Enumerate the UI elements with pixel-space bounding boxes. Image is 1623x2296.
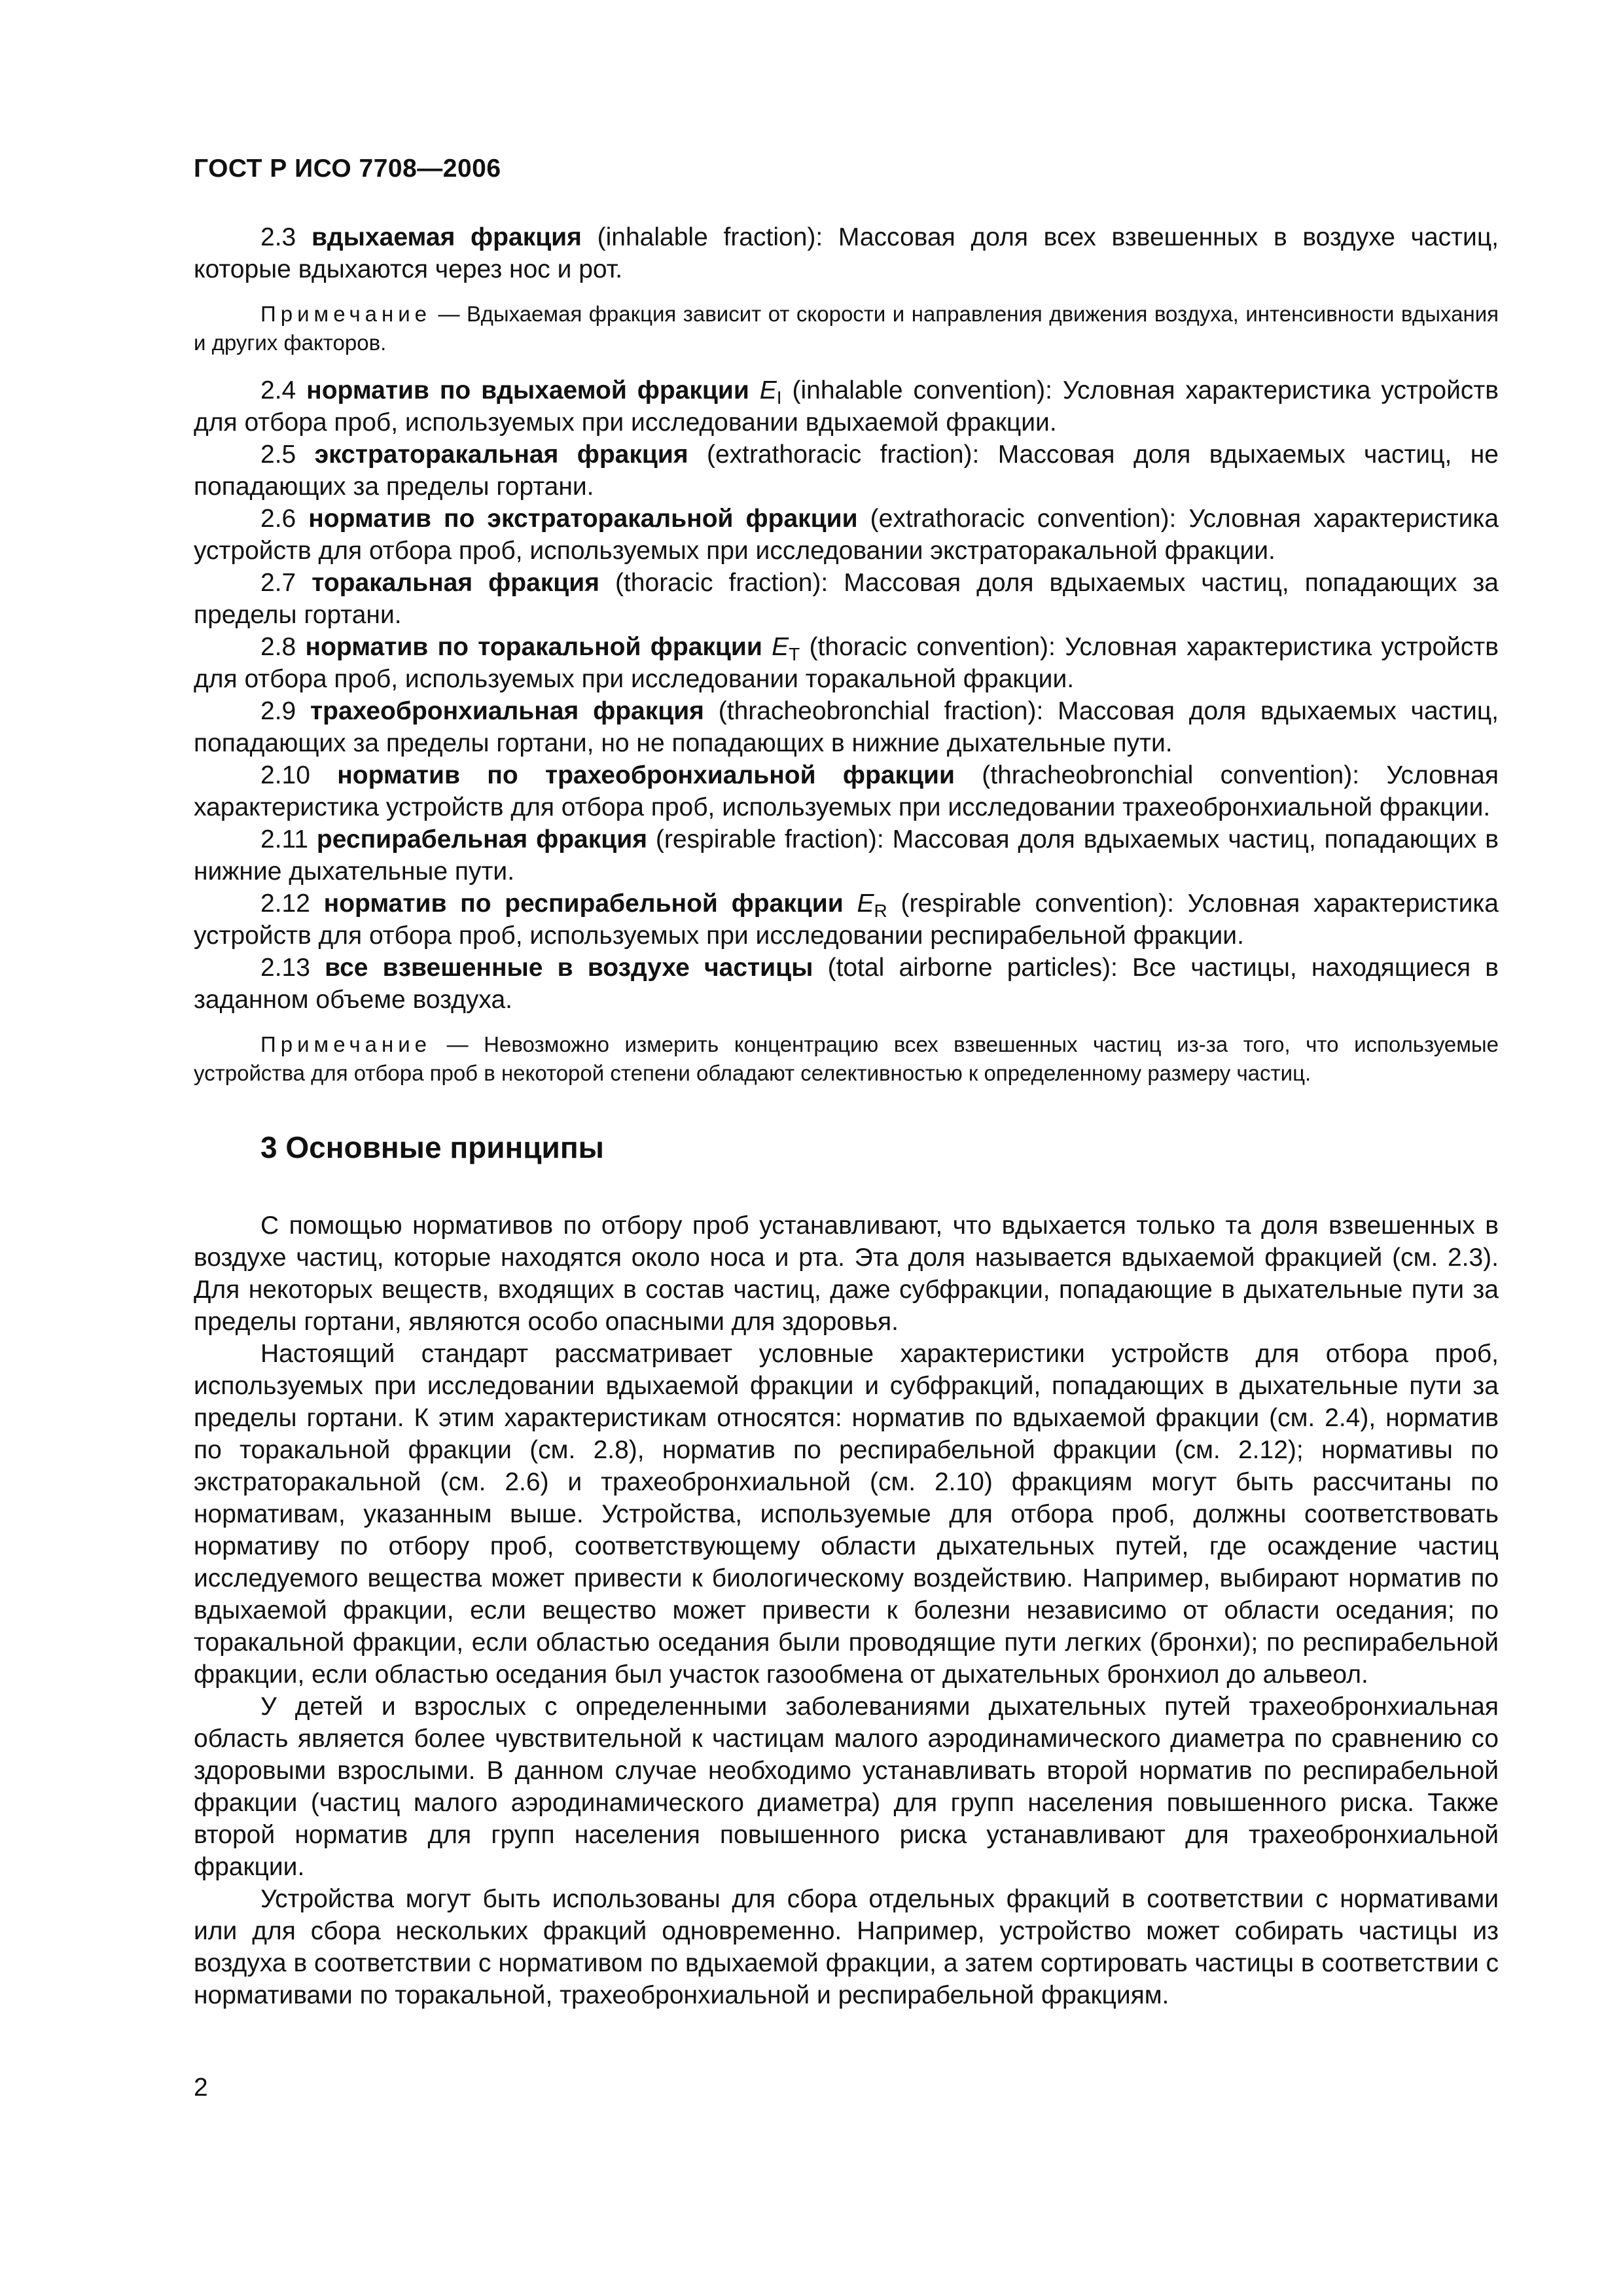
definition-2-4: 2.4 норматив по вдыхаемой фракции $E_I$ (inhalable convention): Условная характеристика устройств для отбора проб, используемых при исследовании вдыхаемой фракции. (194, 376, 1499, 437)
document-header: ГОСТ Р ИСО 7708—2006 (194, 154, 501, 183)
definition-2-5: 2.5 экстраторакальная фракция (extrathoracic fraction): Массовая доля вдыхаемых частиц, не попадающих за пределы гортани. (194, 440, 1499, 501)
note-2: Примечание — Невозможно измерить концентрацию всех взвешенных частиц из-за того, что используемые устройства для отбора проб в некоторой степени обладают селективностью к определенному размеру частиц. (194, 1032, 1499, 1085)
page-number: 2 (194, 2073, 208, 2102)
definition-2-10: 2.10 норматив по трахеобронхиальной фракции (thracheobronchial convention): Условная характеристика устройств для отбора проб, используемых при исследовании трахеобронхиальной фракции. (194, 761, 1499, 821)
definition-2-3: 2.3 вдыхаемая фракция (inhalable fraction): Массовая доля всех взвешенных в воздухе частиц, которые вдыхаются через нос и рот. (194, 223, 1499, 283)
document-page (194, 154, 1499, 2011)
body-paragraph: У детей и взрослых с определенными заболеваниями дыхательных путей трахеобронхиальная область является более чувствительной к частицам малого аэродинамического диаметра по сравнению со здоровыми взрослыми. В данном случае необходимо устанавливать второй норматив по респирабельной фракции (частиц малого аэродинамического диаметра) для групп населения повышенного риска. Также второй норматив для групп населения повышенного риска устанавливают для трахеобронхиальной фракции. (194, 1693, 1499, 1881)
body-paragraph: С помощью нормативов по отбору проб устанавливают, что вдыхается только та доля взвешенных в воздухе частиц, которые находятся около носа и рта. Эта доля называется вдыхаемой фракцией (см. 2.3). Для некоторых веществ, входящих в состав частиц, даже субфракции, попадающие в дыхательные пути за пределы гортани, являются особо опасными для здоровья. (194, 1211, 1499, 1336)
definition-2-11: 2.11 респирабельная фракция (respirable fraction): Массовая доля вдыхаемых частиц, попадающих в нижние дыхательные пути. (194, 825, 1499, 886)
definition-2-12: 2.12 норматив по респирабельной фракции $E_R$ (respirable convention): Условная характеристика устройств для отбора проб, используемых при исследовании респирабельной фракции. (194, 889, 1499, 950)
section-heading: 3 Основные принципы (260, 1130, 604, 1164)
definition-2-6: 2.6 норматив по экстраторакальной фракции (extrathoracic convention): Условная характеристика устройств для отбора проб, используемых при исследовании экстраторакальной фракции. (194, 505, 1499, 565)
definition-2-13: 2.13 все взвешенные в воздухе частицы (total airborne particles): Все частицы, находящиеся в заданном объеме воздуха. (194, 954, 1499, 1014)
body-paragraph: Настоящий стандарт рассматривает условные характеристики устройств для отбора проб, используемых при исследовании вдыхаемой фракции и субфракций, попадающих в дыхательные пути за пределы гортани. К этим характеристикам относятся: норматив по вдыхаемой фракции (см. 2.4), норматив по торакальной фракции (см. 2.8), норматив по респирабельной фракции (см. 2.12); нормативы по экстраторакальной (см. 2.6) и трахеобронхиальной (см. 2.10) фракциям могут быть рассчитаны по нормативам, указанным выше. Устройства, используемые для отбора проб, должны соответствовать нормативу по отбору проб, соответствующему области дыхательных путей, где осаждение частиц исследуемого вещества может привести к биологическому воздействию. Например, выбирают норматив по вдыхаемой фракции, если вещество может привести к болезни независимо от области оседания; по торакальной фракции, если областью оседания были проводящие пути легких (бронхи); по респирабельной фракции, если областью оседания был участок газообмена от дыхательных бронхиол до альвеол. (194, 1340, 1499, 1689)
definition-2-7: 2.7 торакальная фракция (thoracic fraction): Массовая доля вдыхаемых частиц, попадающих за пределы гортани. (194, 569, 1499, 629)
definition-2-8: 2.8 норматив по торакальной фракции $E_T$ (thoracic convention): Условная характеристика устройств для отбора проб, используемых при исследовании торакальной фракции. (194, 633, 1499, 693)
note-1: Примечание — Вдыхаемая фракция зависит от скорости и направления движения воздуха, интенсивности вдыхания и других факторов. (194, 302, 1499, 355)
body-paragraph: Устройства могут быть использованы для сбора отдельных фракций в соответствии с нормативами или для сбора нескольких фракций одновременно. Например, устройство может собирать частицы из воздуха в соответствии с нормативом по вдыхаемой фракции, а затем сортировать частицы в соответствии с нормативами по торакальной, трахеобронхиальной и респирабельной фракциям. (194, 1885, 1499, 2009)
definition-2-9: 2.9 трахеобронхиальная фракция (thracheobronchial fraction): Массовая доля вдыхаемых частиц, попадающих за пределы гортани, но не попадающих в нижние дыхательные пути. (194, 697, 1499, 757)
